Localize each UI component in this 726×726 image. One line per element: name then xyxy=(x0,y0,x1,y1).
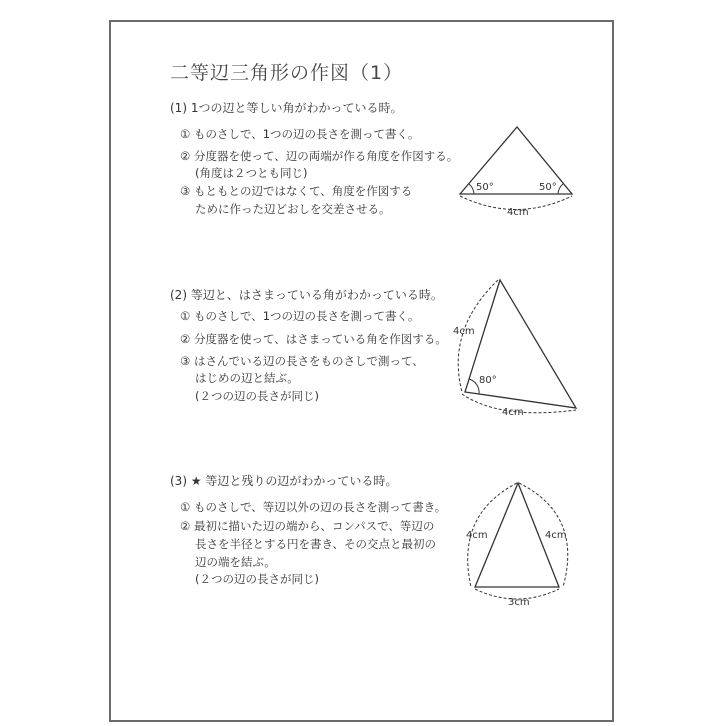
right-length-label: 4cm xyxy=(545,530,567,541)
section-3-step-2-cont: 長さを半径とする円を書き、その交点と最初の xyxy=(195,537,437,551)
section-3-heading: (3) ★ 等辺と残りの辺がわかっている時。 xyxy=(170,474,398,488)
section-3-step-1: ① ものさしで、等辺以外の辺の長さを測って書き。 xyxy=(180,500,447,514)
page-title: 二等辺三角形の作図（1） xyxy=(170,62,404,84)
section-2-step-3-cont: はじめの辺と結ぶ。 xyxy=(195,371,299,385)
angle-arc-left xyxy=(469,184,474,194)
section-2-step-3: ③ はさんでいる辺の長さをものさしで測って、 xyxy=(180,354,424,368)
section-1-step-2: ② 分度器を使って、辺の両端が作る角度を作図する。 xyxy=(180,149,459,163)
angle-right-label: 50° xyxy=(539,182,557,193)
section-2-step-1: ① ものさしで、1つの辺の長さを測って書く。 xyxy=(180,309,420,323)
section-2-step-3-note: (２つの辺の長さが同じ) xyxy=(195,389,319,403)
angle-arc-apex xyxy=(469,379,479,394)
angle-left-label: 50° xyxy=(476,182,494,193)
section-1-step-3-cont: ために作った辺どおしを交差させる。 xyxy=(195,202,391,216)
section-2-heading: (2) 等辺と、はさまっている角がわかっている時。 xyxy=(170,288,443,302)
triangle-shape xyxy=(465,280,576,408)
figure-3-triangle xyxy=(455,475,585,615)
base-length-label: 3cm xyxy=(508,597,530,608)
section-1-heading: (1) 1つの辺と等しい角がわかっている時。 xyxy=(170,101,403,115)
base-length-label: 4cm xyxy=(507,207,529,218)
angle-arc-right xyxy=(558,184,563,194)
side-length-label: 4cm xyxy=(453,326,475,337)
figure-1-triangle xyxy=(440,115,590,220)
figure-2-triangle xyxy=(440,270,590,430)
section-1-step-1: ① ものさしで、1つの辺の長さを測って書く。 xyxy=(180,127,420,141)
section-3-step-2: ② 最初に描いた辺の端から、コンパスで、等辺の xyxy=(180,519,435,533)
section-3-step-2-note: (２つの辺の長さが同じ) xyxy=(195,572,319,586)
base-length-label: 4cm xyxy=(502,407,524,418)
section-1-step-3: ③ もともとの辺ではなくて、角度を作図する xyxy=(180,184,413,198)
section-1-step-2-note: (角度は２つとも同じ) xyxy=(195,166,308,180)
section-2-step-2: ② 分度器を使って、はさまっている角を作図する。 xyxy=(180,332,447,346)
section-3-step-2-cont-2: 辺の端を結ぶ。 xyxy=(195,555,276,569)
left-length-label: 4cm xyxy=(466,530,488,541)
angle-label: 80° xyxy=(479,375,497,386)
